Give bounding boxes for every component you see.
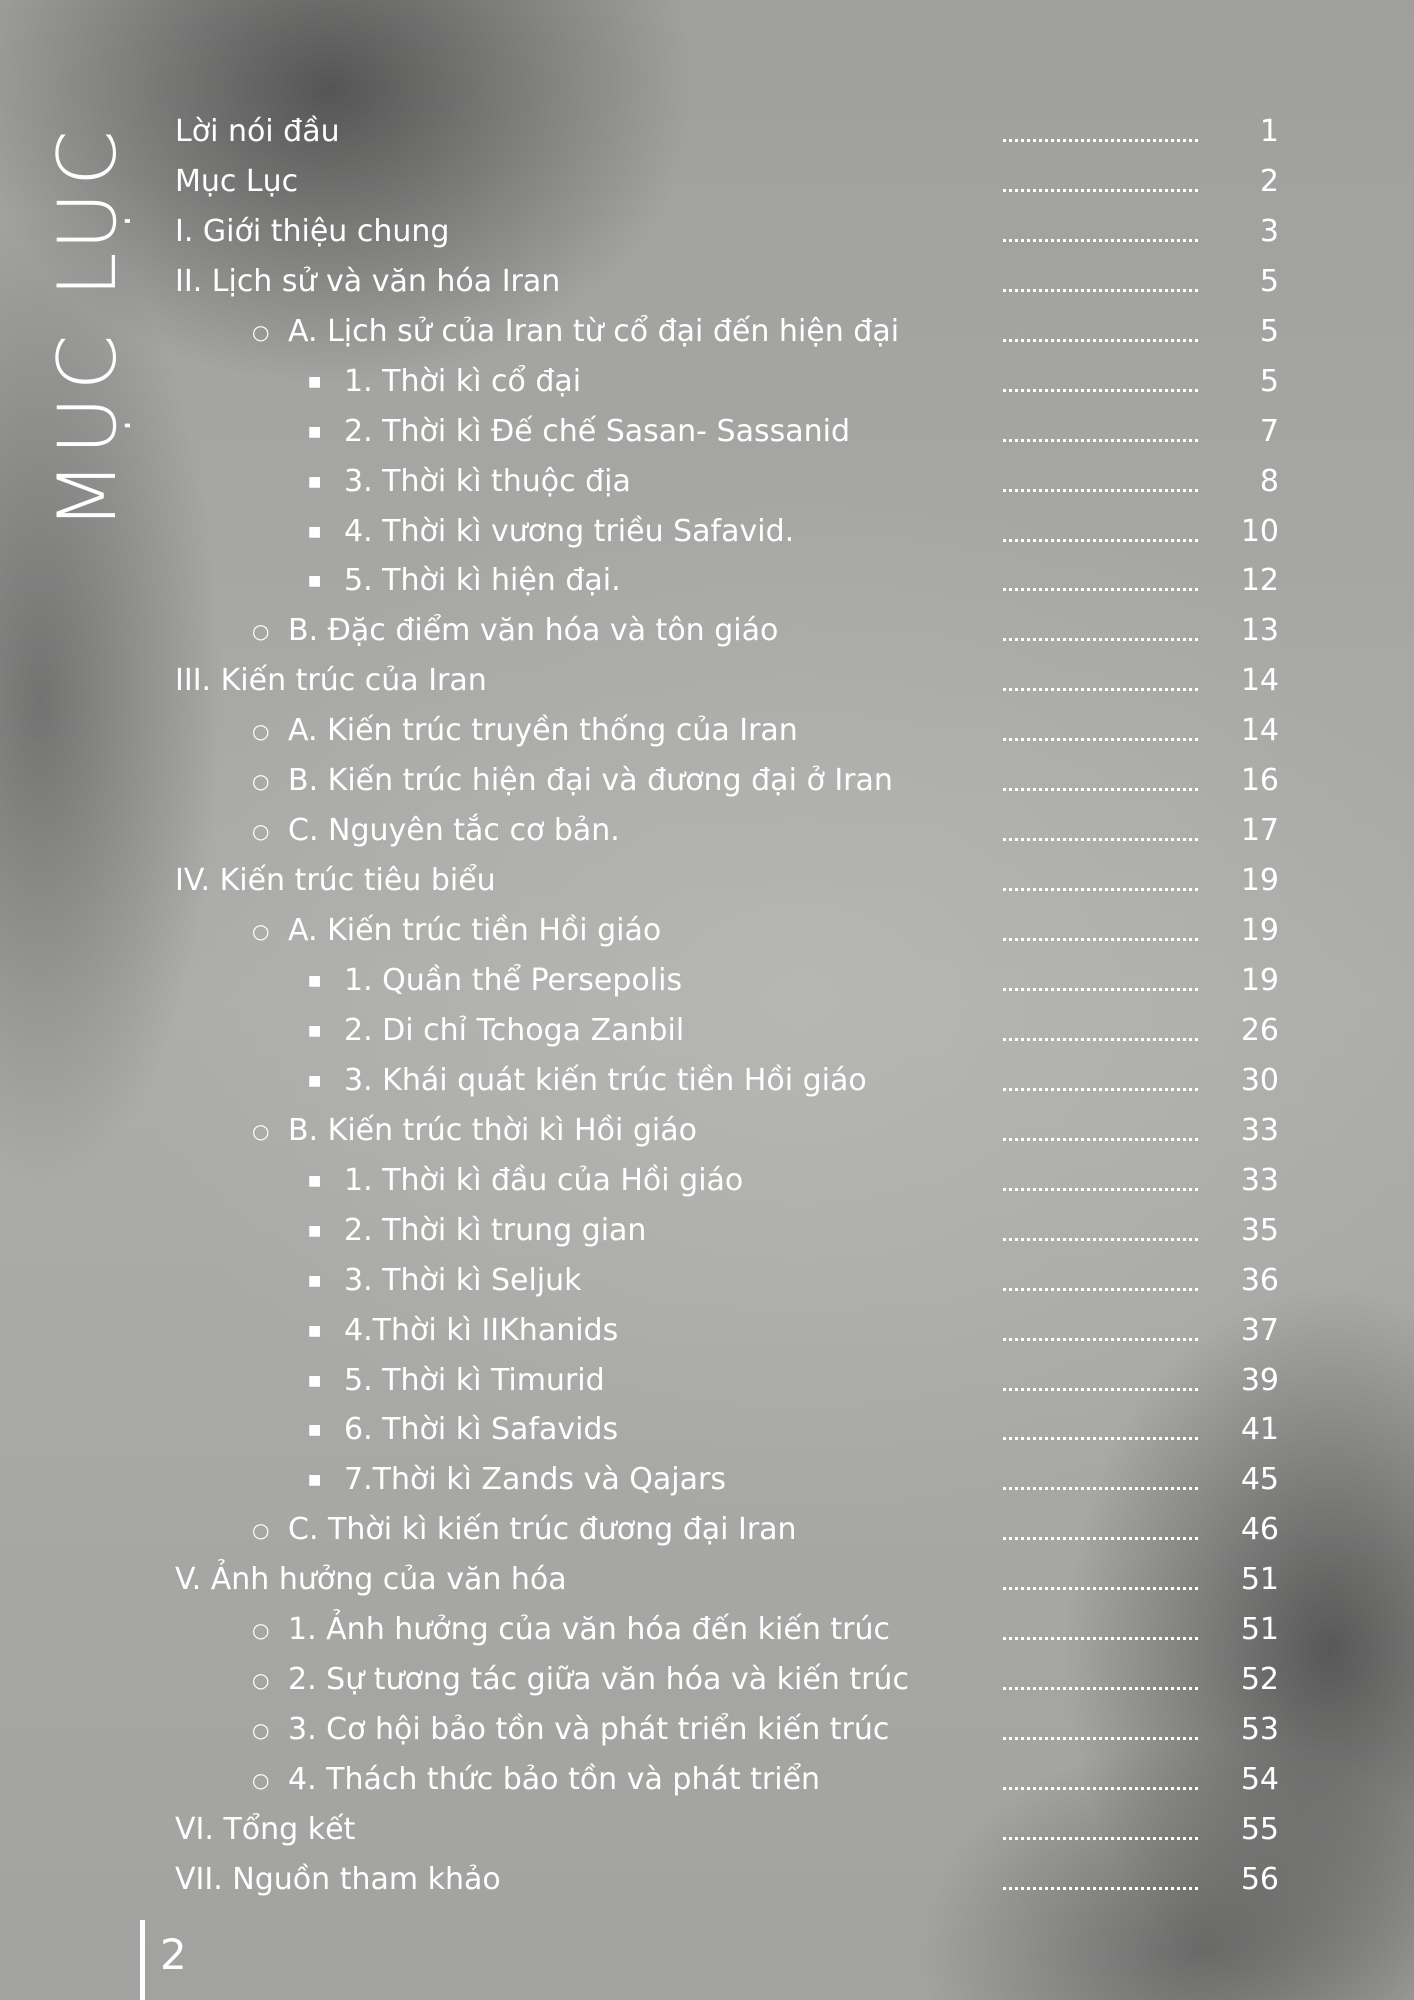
dot-leader	[1003, 838, 1198, 841]
toc-entry-label: A. Kiến trúc tiền Hồi giáo	[288, 913, 662, 948]
toc-entry[interactable]	[0, 1505, 1414, 1555]
toc-entry-label: 7.Thời kì Zands và Qajars	[344, 1462, 726, 1497]
toc-entry-page: 19	[1240, 963, 1279, 998]
page-title: MỤC LỤC	[41, 124, 134, 530]
dot-leader	[1003, 738, 1198, 741]
dot-leader	[1003, 788, 1198, 791]
dot-leader	[1003, 1787, 1198, 1790]
toc-entry-label: 4. Thời kì vương triều Safavid.	[344, 514, 795, 549]
toc-entry-page: 41	[1240, 1412, 1279, 1447]
toc-entry-label: II. Lịch sử và văn hóa Iran	[175, 264, 561, 299]
dot-leader	[1003, 1038, 1198, 1041]
toc-entry-page: 30	[1240, 1063, 1279, 1098]
square-bullet-icon: ■	[308, 1023, 322, 1039]
toc-entry-page: 8	[1259, 464, 1279, 499]
square-bullet-icon: ■	[308, 474, 322, 490]
toc-entry[interactable]	[0, 357, 1414, 407]
toc-entry-label: 3. Khái quát kiến trúc tiền Hồi giáo	[344, 1063, 867, 1098]
toc-entry[interactable]	[0, 257, 1414, 307]
toc-entry-page: 37	[1240, 1313, 1279, 1348]
circle-bullet-icon: ○	[252, 320, 270, 344]
toc-entry-label: 1. Quần thể Persepolis	[344, 963, 683, 998]
toc-entry[interactable]	[0, 107, 1414, 157]
dot-leader	[1003, 1737, 1198, 1740]
square-bullet-icon: ■	[308, 1223, 322, 1239]
toc-entry[interactable]	[0, 1755, 1414, 1805]
circle-bullet-icon: ○	[252, 919, 270, 943]
toc-entry-page: 33	[1240, 1113, 1279, 1148]
toc-entry[interactable]	[0, 307, 1414, 357]
square-bullet-icon: ■	[308, 374, 322, 390]
dot-leader	[1003, 938, 1198, 941]
toc-entry-page: 1	[1259, 114, 1279, 149]
dot-leader	[1003, 389, 1198, 392]
circle-bullet-icon: ○	[252, 769, 270, 793]
toc-entry-page: 12	[1240, 563, 1279, 598]
dot-leader	[1003, 1188, 1198, 1191]
toc-entry-label: 2. Sự tương tác giữa văn hóa và kiến trúc	[288, 1662, 909, 1697]
square-bullet-icon: ■	[308, 1273, 322, 1289]
toc-entry-label: VI. Tổng kết	[175, 1812, 356, 1847]
toc-entry-page: 3	[1259, 214, 1279, 249]
toc-entry[interactable]	[0, 656, 1414, 706]
toc-entry-label: 4. Thách thức bảo tồn và phát triển	[288, 1762, 821, 1797]
circle-bullet-icon: ○	[252, 1668, 270, 1692]
toc-entry-label: 3. Thời kì thuộc địa	[344, 464, 631, 499]
square-bullet-icon: ■	[308, 1373, 322, 1389]
toc-entry-label: B. Kiến trúc hiện đại và đương đại ở Iran	[288, 763, 893, 798]
toc-entry-page: 53	[1240, 1712, 1279, 1747]
toc-entry[interactable]	[0, 1156, 1414, 1206]
toc-entry-page: 26	[1240, 1013, 1279, 1048]
dot-leader	[1003, 1887, 1198, 1890]
square-bullet-icon: ■	[308, 1323, 322, 1339]
toc-entry-page: 7	[1259, 414, 1279, 449]
toc-entry-label: 5. Thời kì Timurid	[344, 1363, 605, 1398]
dot-leader	[1003, 888, 1198, 891]
toc-entry-page: 54	[1240, 1762, 1279, 1797]
toc-entry-page: 13	[1240, 613, 1279, 648]
toc-entry-page: 19	[1240, 863, 1279, 898]
square-bullet-icon: ■	[308, 973, 322, 989]
dot-leader	[1003, 1837, 1198, 1840]
toc-entry-page: 14	[1240, 713, 1279, 748]
toc-entry-label: C. Nguyên tắc cơ bản.	[288, 813, 620, 848]
toc-entry-label: 3. Thời kì Seljuk	[344, 1263, 582, 1298]
circle-bullet-icon: ○	[252, 1718, 270, 1742]
toc-entry-page: 19	[1240, 913, 1279, 948]
toc-entry-label: 2. Thời kì Đế chế Sasan- Sassanid	[344, 414, 850, 449]
toc-entry-label: 2. Di chỉ Tchoga Zanbil	[344, 1013, 685, 1048]
toc-entry-page: 5	[1259, 364, 1279, 399]
toc-entry-page: 10	[1240, 514, 1279, 549]
toc-entry-page: 46	[1240, 1512, 1279, 1547]
dot-leader	[1003, 588, 1198, 591]
circle-bullet-icon: ○	[252, 1618, 270, 1642]
toc-entry-label: 5. Thời kì hiện đại.	[344, 563, 621, 598]
toc-entry-page: 51	[1240, 1612, 1279, 1647]
toc-entry[interactable]	[0, 1056, 1414, 1106]
toc-entry-page: 56	[1240, 1862, 1279, 1897]
dot-leader	[1003, 1587, 1198, 1590]
toc-entry-label: C. Thời kì kiến trúc đương đại Iran	[288, 1512, 797, 1547]
toc-entry[interactable]	[0, 207, 1414, 257]
toc-entry-label: V. Ảnh hưởng của văn hóa	[175, 1562, 567, 1597]
toc-entry-page: 5	[1259, 264, 1279, 299]
toc-entry-label: 1. Ảnh hưởng của văn hóa đến kiến trúc	[288, 1612, 890, 1647]
dot-leader	[1003, 688, 1198, 691]
dot-leader	[1003, 139, 1198, 142]
toc-entry[interactable]	[0, 1006, 1414, 1056]
toc-entry-page: 39	[1240, 1363, 1279, 1398]
dot-leader	[1003, 1338, 1198, 1341]
dot-leader	[1003, 189, 1198, 192]
dot-leader	[1003, 439, 1198, 442]
toc-entry-label: 6. Thời kì Safavids	[344, 1412, 619, 1447]
dot-leader	[1003, 1437, 1198, 1440]
toc-entry[interactable]	[0, 1805, 1414, 1855]
toc-entry-page: 16	[1240, 763, 1279, 798]
toc-entry-label: 2. Thời kì trung gian	[344, 1213, 647, 1248]
toc-entry[interactable]	[0, 1256, 1414, 1306]
toc-entry[interactable]	[0, 956, 1414, 1006]
circle-bullet-icon: ○	[252, 819, 270, 843]
dot-leader	[1003, 1088, 1198, 1091]
dot-leader	[1003, 1288, 1198, 1291]
dot-leader	[1003, 1138, 1198, 1141]
toc-entry-page: 52	[1240, 1662, 1279, 1697]
toc-entry[interactable]	[0, 1605, 1414, 1655]
page-number-bar	[140, 1920, 145, 2000]
square-bullet-icon: ■	[308, 1472, 322, 1488]
toc-entry-label: III. Kiến trúc của Iran	[175, 663, 487, 698]
dot-leader	[1003, 1537, 1198, 1540]
toc-entry-page: 33	[1240, 1163, 1279, 1198]
toc-entry[interactable]	[0, 157, 1414, 207]
toc-entry[interactable]	[0, 1855, 1414, 1905]
dot-leader	[1003, 1388, 1198, 1391]
square-bullet-icon: ■	[308, 1422, 322, 1438]
toc-entry[interactable]	[0, 1306, 1414, 1356]
toc-entry-label: B. Đặc điểm văn hóa và tôn giáo	[288, 613, 779, 648]
circle-bullet-icon: ○	[252, 1768, 270, 1792]
dot-leader	[1003, 539, 1198, 542]
dot-leader	[1003, 988, 1198, 991]
square-bullet-icon: ■	[308, 524, 322, 540]
toc-entry-page: 36	[1240, 1263, 1279, 1298]
toc-entry[interactable]	[0, 407, 1414, 457]
circle-bullet-icon: ○	[252, 719, 270, 743]
toc-entry-label: A. Kiến trúc truyền thống của Iran	[288, 713, 798, 748]
toc-entry-page: 51	[1240, 1562, 1279, 1597]
toc-entry[interactable]	[0, 756, 1414, 806]
toc-entry[interactable]	[0, 1106, 1414, 1156]
dot-leader	[1003, 1238, 1198, 1241]
square-bullet-icon: ■	[308, 424, 322, 440]
toc-entry-page: 17	[1240, 813, 1279, 848]
toc-entry[interactable]	[0, 457, 1414, 507]
toc-entry-label: Lời nói đầu	[175, 114, 340, 149]
toc-entry-label: 1. Thời kì đầu của Hồi giáo	[344, 1163, 744, 1198]
toc-entry-label: B. Kiến trúc thời kì Hồi giáo	[288, 1113, 697, 1148]
toc-entry-label: IV. Kiến trúc tiêu biểu	[175, 863, 496, 898]
dot-leader	[1003, 1687, 1198, 1690]
toc-entry-page: 14	[1240, 663, 1279, 698]
toc-entry[interactable]	[0, 1405, 1414, 1455]
toc-entry-label: Mục Lục	[175, 164, 299, 199]
dot-leader	[1003, 239, 1198, 242]
toc-entry[interactable]	[0, 556, 1414, 606]
toc-entry-label: VII. Nguồn tham khảo	[175, 1862, 501, 1897]
toc-entry-label: 3. Cơ hội bảo tồn và phát triển kiến trúc	[288, 1712, 890, 1747]
circle-bullet-icon: ○	[252, 1119, 270, 1143]
square-bullet-icon: ■	[308, 1073, 322, 1089]
circle-bullet-icon: ○	[252, 1518, 270, 1542]
toc-entry-page: 55	[1240, 1812, 1279, 1847]
dot-leader	[1003, 638, 1198, 641]
circle-bullet-icon: ○	[252, 619, 270, 643]
toc-entry[interactable]	[0, 906, 1414, 956]
dot-leader	[1003, 339, 1198, 342]
toc-entry[interactable]	[0, 1655, 1414, 1705]
dot-leader	[1003, 489, 1198, 492]
toc-entry[interactable]	[0, 1356, 1414, 1406]
square-bullet-icon: ■	[308, 1173, 322, 1189]
toc-entry[interactable]	[0, 806, 1414, 856]
toc-entry[interactable]	[0, 1555, 1414, 1605]
toc-entry[interactable]	[0, 1705, 1414, 1755]
toc-entry-page: 45	[1240, 1462, 1279, 1497]
toc-entry[interactable]	[0, 507, 1414, 557]
toc-entry-label: 4.Thời kì IIKhanids	[344, 1313, 619, 1348]
dot-leader	[1003, 1487, 1198, 1490]
toc-entry[interactable]	[0, 606, 1414, 656]
toc-entry-label: I. Giới thiệu chung	[175, 214, 450, 249]
dot-leader	[1003, 1637, 1198, 1640]
toc-entry-label: A. Lịch sử của Iran từ cổ đại đến hiện đại	[288, 314, 900, 349]
toc-entry[interactable]	[0, 1455, 1414, 1505]
toc-entry-page: 2	[1259, 164, 1279, 199]
toc-entry-page: 35	[1240, 1213, 1279, 1248]
toc-entry-page: 5	[1259, 314, 1279, 349]
toc-entry[interactable]	[0, 856, 1414, 906]
dot-leader	[1003, 289, 1198, 292]
toc-entry[interactable]	[0, 1206, 1414, 1256]
page-number: 2	[160, 1930, 187, 1979]
toc-entry-label: 1. Thời kì cổ đại	[344, 364, 582, 399]
toc-entry[interactable]	[0, 706, 1414, 756]
square-bullet-icon: ■	[308, 573, 322, 589]
